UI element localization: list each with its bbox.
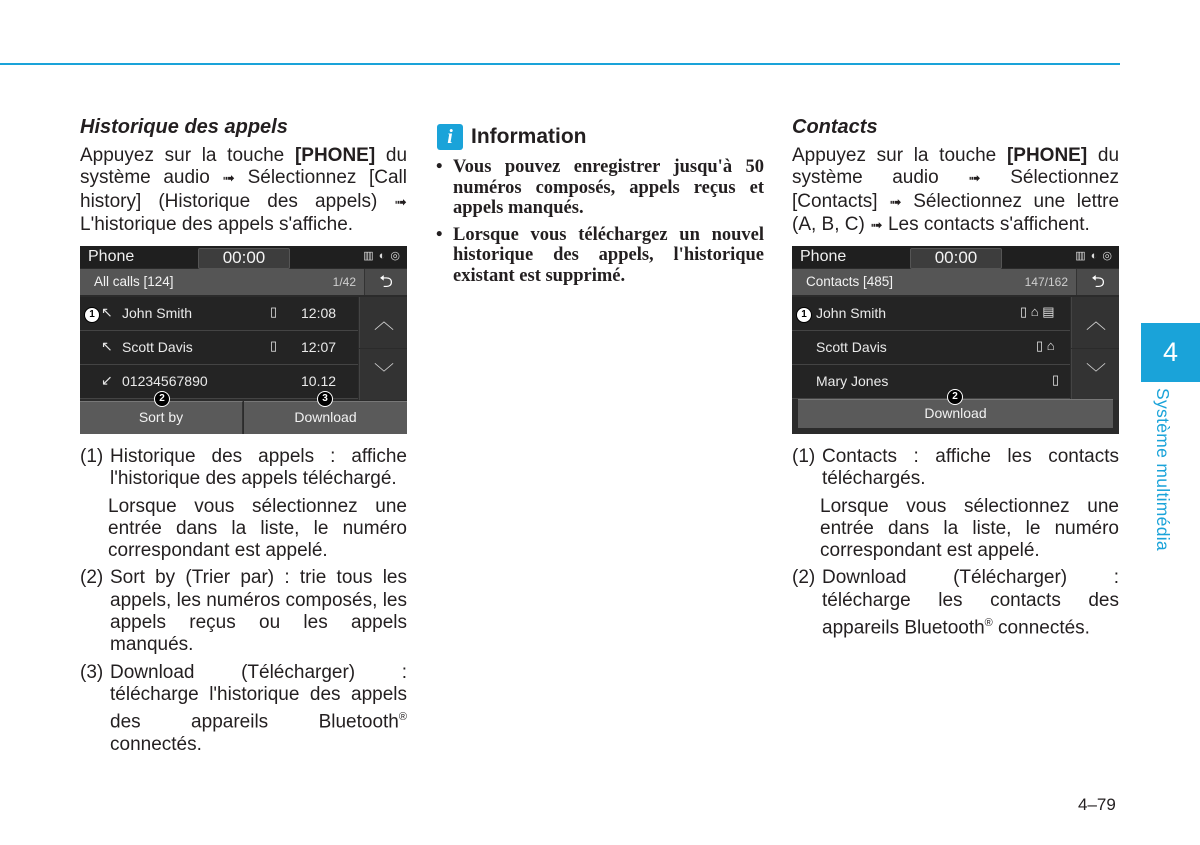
list-item: (3) Download (Télécharger) : télécharge l'historique des appels des appareils Bluetooth® connectés. [80, 661, 407, 755]
page-indicator: 147/162 [1024, 275, 1068, 289]
contact-name: John Smith [816, 305, 887, 321]
table-row[interactable] [792, 331, 1070, 365]
arrow-right-icon: ➟ [889, 193, 902, 211]
status-icons: ▥ ◐ ◎ [1075, 250, 1113, 262]
header-rule [0, 63, 1120, 65]
phone-call-history-screen [80, 246, 407, 434]
arrow-right-icon: ➟ [870, 216, 883, 234]
right-numbered-list [792, 446, 1119, 645]
contacts-instructions: Appuyez sur la touche [PHONE] du système audio ➟ Sélectionnez [Contacts] ➟ Sélectionnez une lettre (A, B, C) ➟ Les contacts s'affichent. [792, 145, 1120, 235]
contact-name: John Smith [122, 305, 193, 321]
status-icons: ▥ ◐ ◎ [363, 250, 401, 262]
contact-type-icons: ▯ ⌂ [1036, 338, 1055, 353]
right-column [792, 116, 1119, 237]
call-history-instructions: Appuyez sur la touche [PHONE] du système audio ➟ Sélectionnez [Call history] (Historique des appels) ➟ L'historique des appels s'affiche. [80, 145, 408, 235]
callout-1: 1 [84, 307, 100, 323]
chapter-title: Système multimédia [1153, 388, 1173, 551]
list-header [80, 269, 364, 295]
arrow-right-icon: ➟ [222, 170, 235, 188]
left-numbered-list [80, 446, 407, 761]
list-item: • Vous pouvez enregistrer jusqu'à 50 numéros composés, appels reçus et appels manqués. [436, 157, 764, 219]
mobile-icon: ▯ [270, 304, 278, 319]
list-title: All calls [124] [94, 274, 174, 289]
clock: 00:00 [910, 248, 1002, 269]
scroll-up-button[interactable]: ︿ [1071, 297, 1119, 348]
scroll-down-button[interactable]: ﹀ [359, 349, 407, 400]
list-item: (1) Contacts : affiche les contacts téléchargés. Lorsque vous sélectionnez une entrée dans la liste, le numéro correspondant est appelé. [792, 446, 1119, 562]
contact-name: Scott Davis [122, 339, 193, 355]
page-number: 4–79 [1078, 795, 1116, 814]
screen-status-bar [792, 246, 1119, 268]
screen-title: Phone [800, 248, 847, 265]
info-bullets [436, 157, 764, 292]
info-title: Information [471, 125, 587, 148]
back-icon[interactable]: ⮌ [364, 269, 407, 295]
callout-1: 1 [796, 307, 812, 323]
contact-type-icons: ▯ ⌂ ▤ [1020, 304, 1055, 319]
outgoing-call-icon: ↖ [101, 338, 113, 354]
list-item: (1) Historique des appels : affiche l'historique des appels téléchargé. Lorsque vous sélectionnez une entrée dans la liste, le numéro correspondant est appelé. [80, 446, 407, 562]
outgoing-call-icon: ↖ [101, 304, 113, 320]
table-row[interactable] [792, 297, 1070, 331]
section-heading-call-history: Historique des appels [80, 116, 288, 138]
contact-type-icons: ▯ [1052, 372, 1060, 387]
arrow-right-icon: ➟ [394, 193, 407, 211]
callout-3: 3 [317, 391, 333, 407]
page-indicator: 1/42 [332, 275, 356, 289]
scroll-up-button[interactable]: ︿ [359, 297, 407, 348]
table-row[interactable] [80, 297, 358, 331]
back-icon[interactable]: ⮌ [1076, 269, 1119, 295]
list-header [792, 269, 1076, 295]
table-row[interactable] [792, 365, 1070, 399]
contact-name: Mary Jones [816, 373, 889, 389]
table-row[interactable] [80, 331, 358, 365]
list-item: (2) Sort by (Trier par) : trie tous les appels, les numéros composés, les appels reçus ou les appels manqués. [80, 567, 407, 656]
arrow-right-icon: ➟ [968, 170, 981, 188]
sort-by-button[interactable]: Sort by [80, 401, 243, 434]
contact-name: 01234567890 [122, 373, 208, 389]
callout-2: 2 [947, 389, 963, 405]
screen-status-bar [80, 246, 407, 268]
clock: 00:00 [198, 248, 290, 269]
table-row[interactable] [80, 365, 358, 399]
left-column [80, 116, 407, 236]
list-item: (2) Download (Télécharger) : télécharge les contacts des appareils Bluetooth® connectés. [792, 567, 1119, 639]
missed-call-icon: ↙ [101, 372, 113, 388]
list-item: • Lorsque vous téléchargez un nouvel historique des appels, l'historique existant est supprimé. [436, 225, 764, 287]
mobile-icon: ▯ [270, 338, 278, 353]
info-icon: i [437, 124, 463, 150]
callout-2: 2 [154, 391, 170, 407]
call-time: 10.12 [301, 373, 337, 389]
call-time: 12:07 [301, 339, 337, 355]
download-button[interactable]: Download [244, 401, 407, 434]
phone-contacts-screen [792, 246, 1119, 434]
screen-title: Phone [88, 248, 135, 265]
download-button[interactable]: Download [798, 399, 1113, 428]
call-time: 12:08 [301, 305, 337, 321]
scroll-down-button[interactable]: ﹀ [1071, 349, 1119, 400]
section-heading-contacts: Contacts [792, 116, 878, 138]
list-title: Contacts [485] [806, 274, 894, 289]
chapter-number-tab: 4 [1141, 323, 1200, 382]
contact-name: Scott Davis [816, 339, 887, 355]
